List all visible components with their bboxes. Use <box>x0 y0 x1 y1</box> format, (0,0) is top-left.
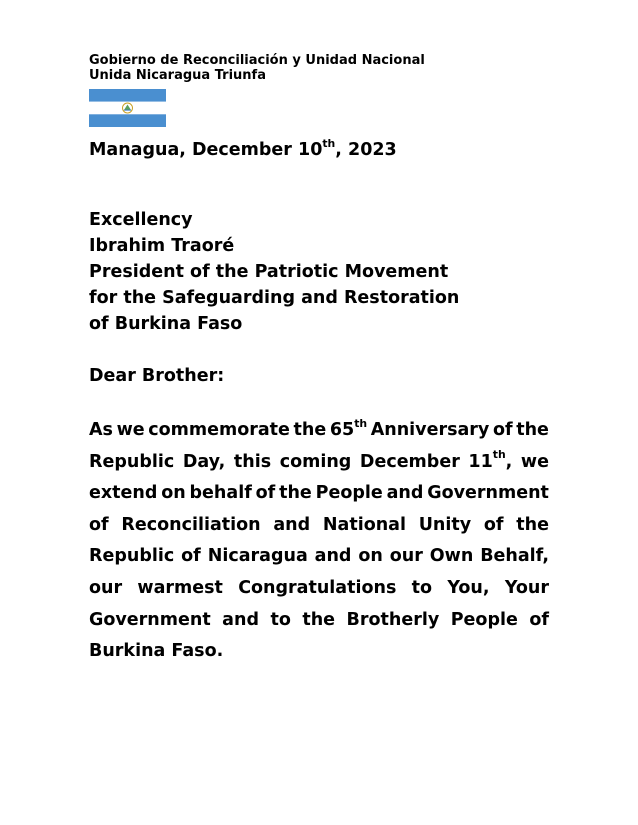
body-word: of <box>492 420 513 440</box>
body-word: and <box>273 514 311 535</box>
body-word: of <box>255 483 276 504</box>
body-word: to <box>411 577 433 598</box>
body-word: on <box>161 483 186 504</box>
body-word: the <box>279 483 312 504</box>
body-word: to <box>270 609 291 630</box>
body-word: Brotherly <box>346 609 440 630</box>
body-word: extend <box>89 483 158 504</box>
body-word: on <box>358 546 383 567</box>
body-word: this <box>233 451 272 472</box>
body-word: and <box>386 483 424 504</box>
nicaragua-flag-icon <box>89 89 166 127</box>
body-word: Government <box>427 483 549 504</box>
letterhead <box>89 53 425 83</box>
addressee-line: President of the Patriotic Movement <box>89 262 449 282</box>
date-ordinal: th <box>322 136 336 150</box>
body-word: of <box>89 514 109 535</box>
ordinal-suffix: th <box>492 448 506 462</box>
body-word: Burkina Faso. <box>89 641 224 662</box>
body-word: People <box>450 609 518 630</box>
body-word: and <box>314 546 352 567</box>
body-word: Day, <box>182 451 226 472</box>
letter-body <box>89 415 549 668</box>
body-word: of <box>181 546 201 567</box>
addressee-line: Ibrahim Traoré <box>89 236 235 256</box>
letter-date <box>89 136 397 160</box>
body-word: coming <box>279 451 352 472</box>
body-word: our <box>389 546 423 567</box>
body-word: the <box>516 514 549 535</box>
addressee-line: for the Safeguarding and Restoration <box>89 288 460 308</box>
body-line <box>89 510 549 542</box>
body-word: December <box>359 451 460 472</box>
body-line <box>89 415 549 447</box>
body-word: National <box>322 514 406 535</box>
body-word: People <box>315 483 383 504</box>
body-word: Republic <box>89 451 175 472</box>
body-word: Republic <box>89 546 175 567</box>
body-word: behalf <box>189 483 252 504</box>
body-word: Reconciliation <box>121 514 261 535</box>
body-word: warmest <box>137 577 223 598</box>
body-line <box>89 573 549 605</box>
body-word: Government <box>89 609 211 630</box>
body-word: the <box>516 420 549 440</box>
letterhead-slogan: Unida Nicaragua Triunfa <box>89 68 266 83</box>
addressee-block <box>89 207 459 337</box>
body-word: of <box>483 514 504 535</box>
body-word: 65th <box>329 416 368 440</box>
body-word: Unity <box>418 514 472 535</box>
body-word: the <box>293 420 327 440</box>
date-main: Managua, December 10 <box>89 140 323 160</box>
body-word: we <box>116 420 145 440</box>
body-word: 11th, <box>468 448 513 472</box>
body-word: You, <box>447 577 490 598</box>
body-word: Own <box>429 546 474 567</box>
body-line <box>89 447 549 479</box>
body-word: As <box>89 420 113 440</box>
date-year: , 2023 <box>335 140 397 160</box>
body-word: Nicaragua <box>207 546 308 567</box>
body-word: Anniversary <box>370 420 490 440</box>
body-word: the <box>302 609 336 630</box>
body-word: Your <box>504 577 549 598</box>
body-line <box>89 541 549 573</box>
body-word: commemorate <box>148 420 290 440</box>
body-line <box>89 605 549 637</box>
body-word: we <box>520 451 549 472</box>
body-line <box>89 636 549 668</box>
salutation: Dear Brother: <box>89 366 225 386</box>
ordinal-suffix: th <box>354 416 368 430</box>
body-word: our <box>89 577 123 598</box>
letterhead-government: Gobierno de Reconciliación y Unidad Nacional <box>89 53 425 68</box>
addressee-line: Excellency <box>89 210 193 230</box>
addressee-line: of Burkina Faso <box>89 314 243 334</box>
body-word: of <box>529 609 549 630</box>
body-word: Behalf, <box>480 546 549 567</box>
body-line <box>89 478 549 510</box>
body-word: and <box>222 609 259 630</box>
body-word: Congratulations <box>238 577 397 598</box>
